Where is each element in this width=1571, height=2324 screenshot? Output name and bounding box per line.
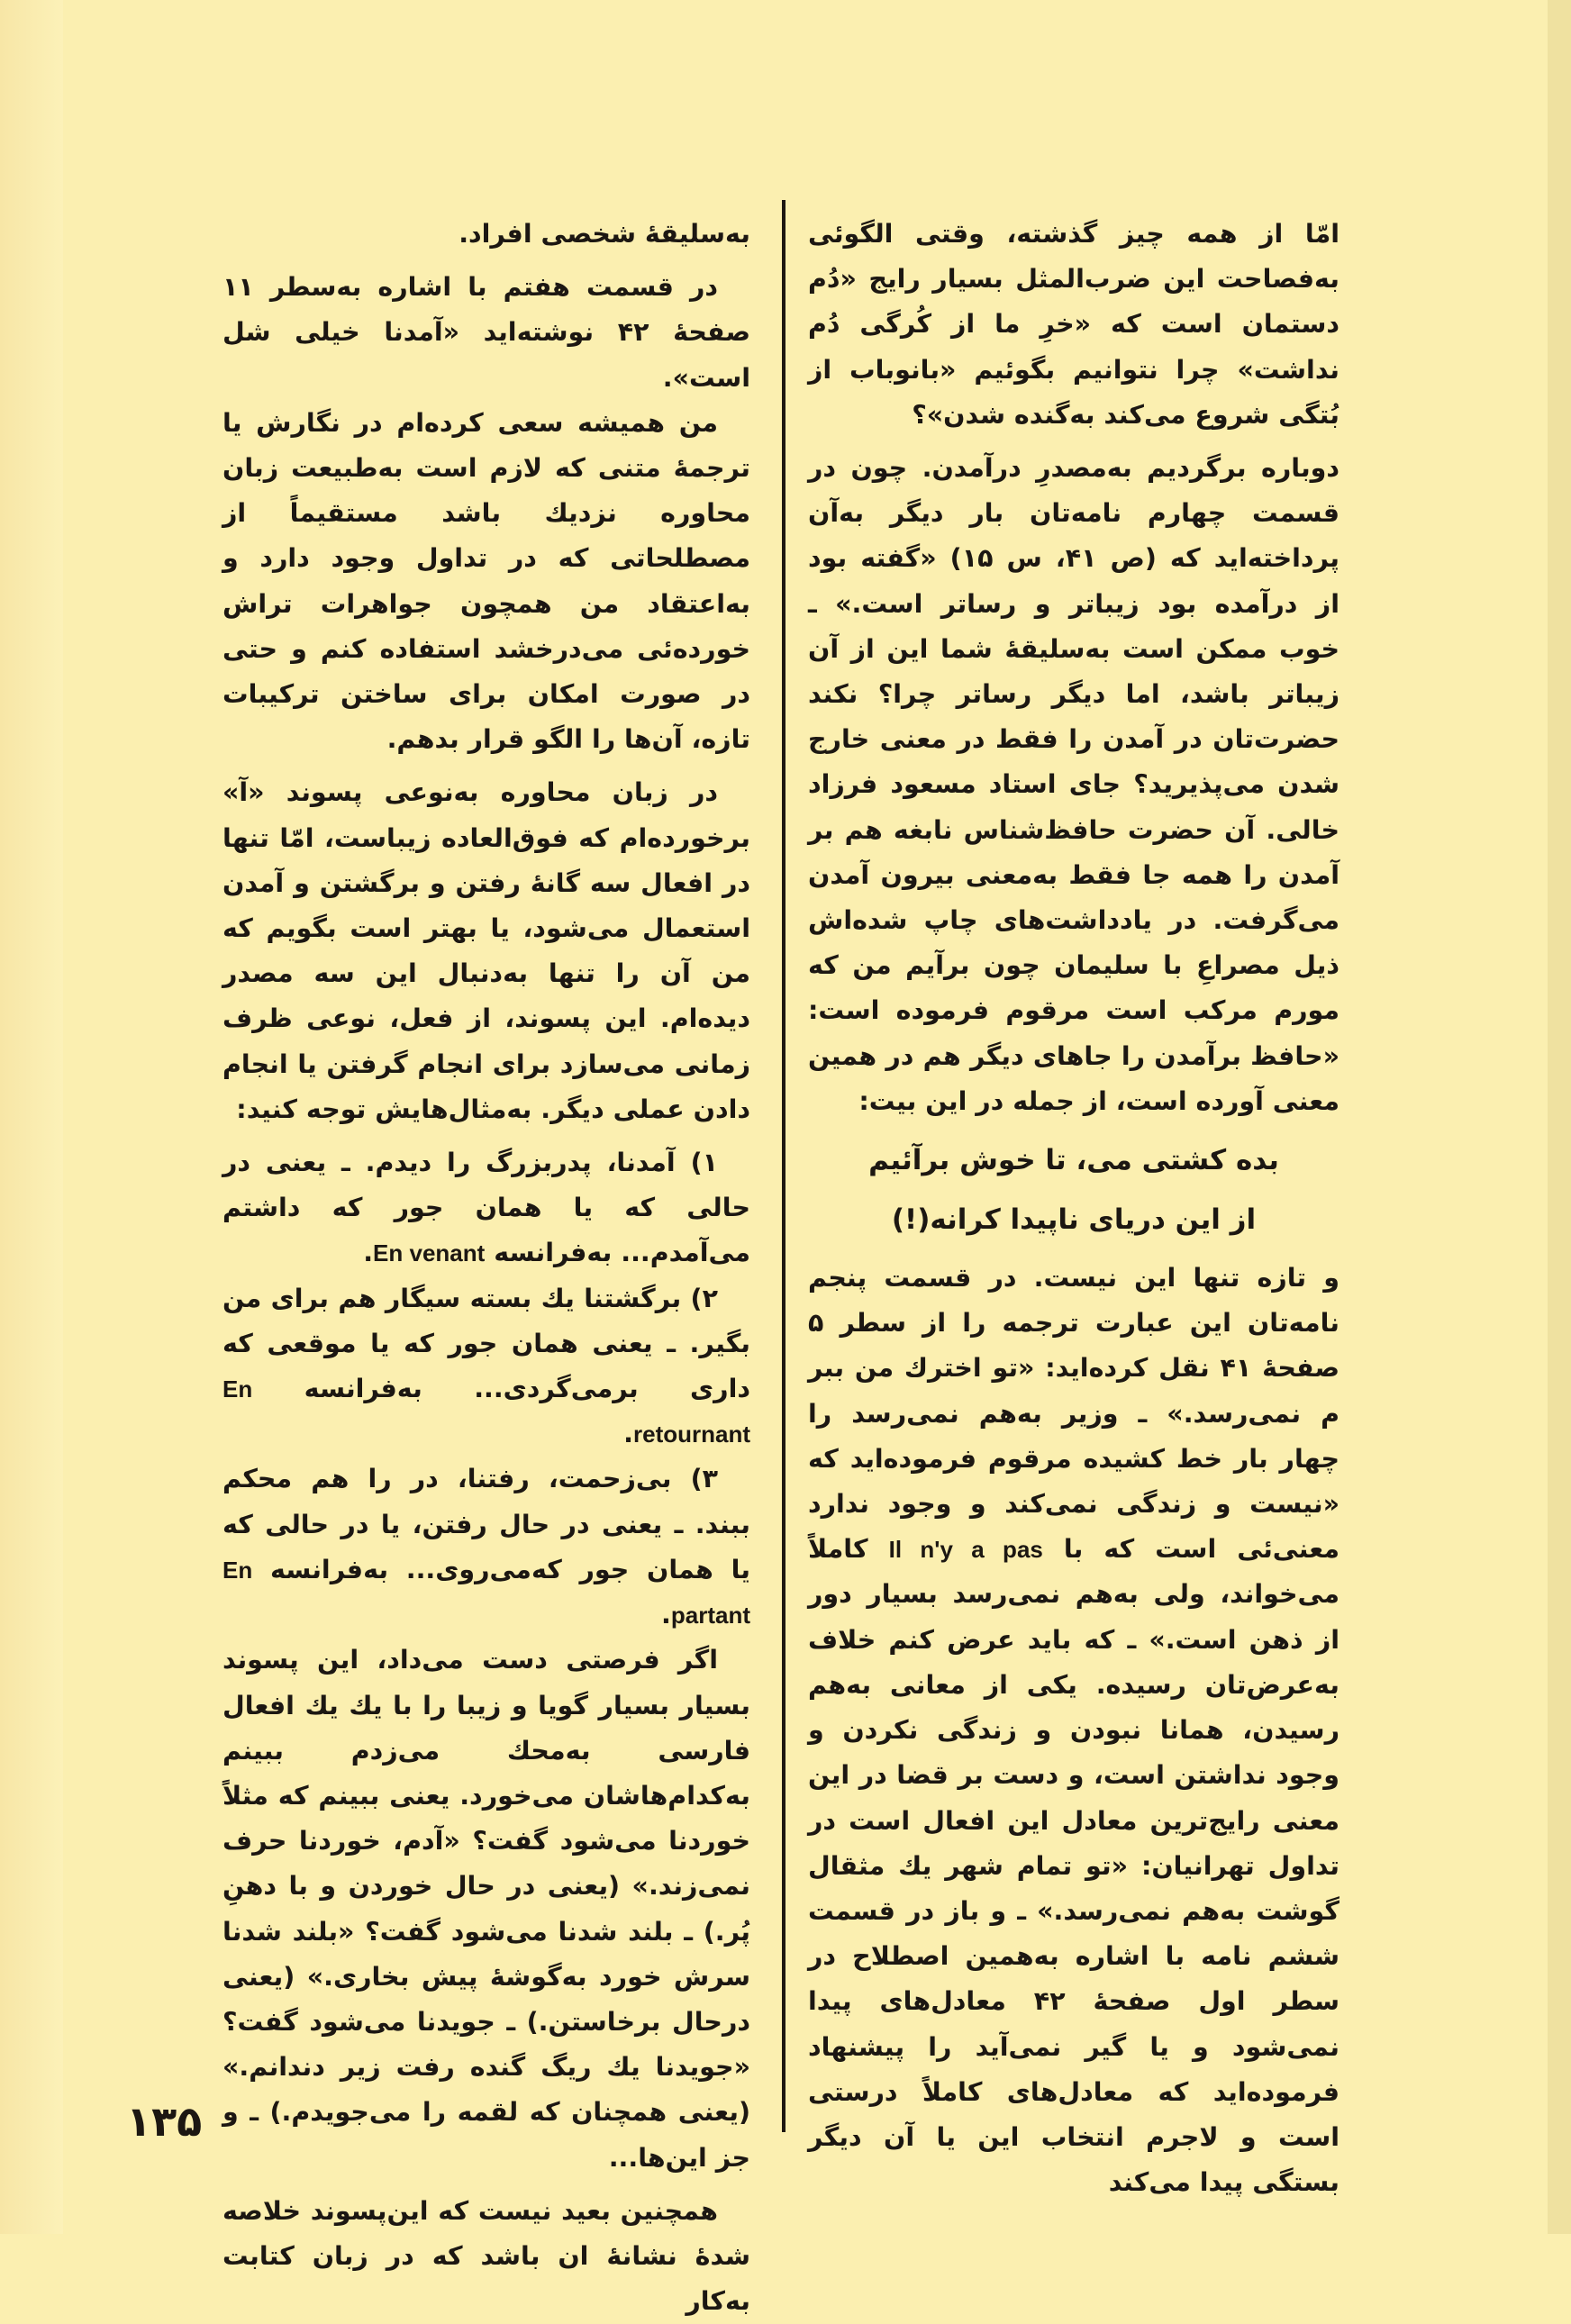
example-item: ۳) بی‌زحمت، رفتنا، در را هم محکم ببند. ـ یعنی در حال رفتن، یا در حالی که یا همان جور که‌می‌روی... به‌فرانسه En partant. <box>222 1464 750 1630</box>
page-edge-left <box>0 0 63 2234</box>
example-item: ۲) برگشتنا یك بسته سیگار هم برای من بگیر. ـ یعنی همان جور که یا موقعی که داری برمی‌گردی... به‌فرانسه En retournant. <box>222 1283 750 1449</box>
paragraph: به‌سلیقهٔ شخصی افراد. <box>459 219 750 249</box>
paragraph: دوباره برگردیم به‌مصدرِ درآمدن. چون در قسمت چهارم نامه‌تان بار دیگر به‌آن پرداخته‌اید که (ص ۴۱، س ۱۵) «گفته بود از درآمده بود زیباتر و رساتر است.» ـ خوب ممکن است به‌سلیقهٔ شما این از آن زیباتر باشد، اما دیگر رساتر چرا؟ نکند حضرت‌تان در آمدن را فقط در معنی خارج شدن می‌پذیرید؟ جای استاد مسعود فرزاد خالی. آن حضرت حافظ‌شناس نابغه هم بر آمدن را همه جا فقط به‌معنی بیرون آمدن می‌گرفت. در یادداشت‌های چاپ شده‌اش ذیل مصراعِ با سلیمان چون برآیم من که مورم مرکب است مرقوم فرموده است: «حافظ برآمدن را جاهای دیگر هم در همین معنی آورده است، از جمله در این بیت: <box>808 453 1339 1116</box>
example-text: ۱) آمدنا، پدربزرگ را دیدم. ـ یعنی در حالی که یا همان جور که داشتم می‌آمدم... به‌فرانسه <box>222 1148 750 1268</box>
french-phrase: En venant <box>373 1239 486 1267</box>
right-text-column <box>808 212 1339 2205</box>
paragraph: اگر فرصتی دست می‌داد، این پسوند بسیار بسیار گویا و زیبا را با یك یك افعال فارسی به‌محك می‌زدم ببینم به‌کدام‌هاشان می‌خورد. یعنی ببینم که مثلاً خوردنا می‌شود گفت؟ «آدم، خوردنا حرف نمی‌زند.» (یعنی در حال خوردن و با دهنِ پُر.) ـ بلند شدنا می‌شود گفت؟ «بلند شدنا سرش خورد به‌گوشهٔ پیش بخاری.» (یعنی درحال برخاستن.) ـ جویدنا می‌شود گفت؟ «جویدنا یك ریگ گنده رفت زیر دندانم.» (یعنی همچنان که لقمه را می‌جویدم.) ـ و جز این‌ها... <box>222 1645 750 2173</box>
paragraph-text: کاملاً می‌خواند، ولی به‌هم نمی‌رسد بسیار دور از ذهن است.» ـ که باید عرض کنم خلاف به‌عرض‌تان رسیده. یکی از معانی به‌هم رسیدن، همانا نبودن و زندگی نکردن و وجود نداشتن است، و دست بر قضا در این معنی رایج‌ترین معادل این افعال است در تداول تهرانیان: «تو تمام شهر یك مثقال گوشت به‌هم نمی‌رسد.» ـ و باز در قسمت ششم نامه با اشاره به‌همین اصطلاح در سطر اول صفحهٔ ۴۲ معادل‌های پیدا نمی‌شود و یا گیر نمی‌آید را پیشنهاد فرموده‌اید که معادل‌های کاملاً درستی است و لاجرم انتخاب این یا آن دیگر بستگی پیدا می‌کند <box>808 1534 1339 2198</box>
verse-line: بده کشتی می، تا خوش برآئیم <box>868 1144 1279 1177</box>
paragraph: من همیشه سعی کرده‌ام در نگارش یا ترجمهٔ متنی که لازم است به‌طبیعت زبان محاوره نزدیك باشد مستقیماً از مصطلحاتی که در تداول وجود دارد و به‌اعتقاد من همچون جواهرات تراش خورده‌ئی می‌درخشد استفاده کنم و حتی در صورت امکان برای ساختن ترکیبات تازه، آن‌ها را الگو قرار بدهم. <box>222 407 750 755</box>
french-phrase: En retournant <box>222 1375 750 1448</box>
page-number: ۱۳۵ <box>126 2097 203 2146</box>
left-text-column <box>222 212 750 2324</box>
paragraph: در قسمت هفتم با اشاره به‌سطر ۱۱ صفحهٔ ۴۲ نوشته‌اید «آمدنا خیلی شل است». <box>222 272 750 393</box>
example-text: ۳) بی‌زحمت، رفتنا، در را هم محکم ببند. ـ یعنی در حال رفتن، یا در حالی که یا همان جور که‌می‌روی... به‌فرانسه <box>222 1464 750 1584</box>
verse-line: از این دریای ناپیدا کرانه(!) <box>891 1203 1257 1237</box>
example-text: ۲) برگشتنا یك بسته سیگار هم برای من بگیر. ـ یعنی همان جور که یا موقعی که داری برمی‌گردی... به‌فرانسه <box>222 1283 750 1404</box>
french-phrase: En partant <box>222 1556 750 1630</box>
paragraph <box>808 1256 1339 2205</box>
paragraph-text: و تازه تنها این نیست. در قسمت پنجم نامه‌تان این عبارت ترجمه را از سطر ۵ صفحهٔ ۴۱ نقل کرده‌اید: «تو اخترك من ببر م نمی‌رسد.» ـ وزیر به‌هم نمی‌رسد را چهار بار خط کشیده مرقوم فرموده‌اید که «نیست و زندگی نمی‌کند و وجود ندارد معنی‌ئی است که با <box>808 1263 1339 1565</box>
paragraph: همچنین بعید نیست که این‌پسوند خلاصه شدهٔ نشانهٔ ان باشد که در زبان کتابت به‌کار <box>222 2195 750 2317</box>
column-divider <box>782 200 786 2132</box>
page-edge-right <box>1548 0 1571 2234</box>
french-phrase: Il n'y a pas <box>888 1536 1043 1564</box>
paragraph: در زبان محاوره به‌نوعی پسوند «آ» برخورده‌ام که فوق‌العاده زیباست، امّا تنها در افعال سه گانهٔ رفتن و برگشتن و آمدن استعمال می‌شود، یا بهتر است بگویم که من آن را تنها به‌دنبال این سه مصدر دیده‌ام. این پسوند، از فعل، نوعی ظرف زمانی می‌سازد برای انجام گرفتن یا انجام دادن عملی دیگر. به‌مثال‌هایش توجه کنید: <box>222 777 750 1124</box>
example-item: ۱) آمدنا، پدربزرگ را دیدم. ـ یعنی در حالی که یا همان جور که داشتم می‌آمدم... به‌فرانسه En venant. <box>222 1148 750 1268</box>
paragraph: امّا از همه چیز گذشته، وقتی الگوئی به‌فصاحت این ضرب‌المثل بسیار رایج «دُم دستمان است که «خرِ ما از کُرگی دُم نداشت» چرا نتوانیم بگوئیم «بانوباب از بُتگی شروع می‌کند به‌گنده شدن»؟ <box>808 219 1339 430</box>
